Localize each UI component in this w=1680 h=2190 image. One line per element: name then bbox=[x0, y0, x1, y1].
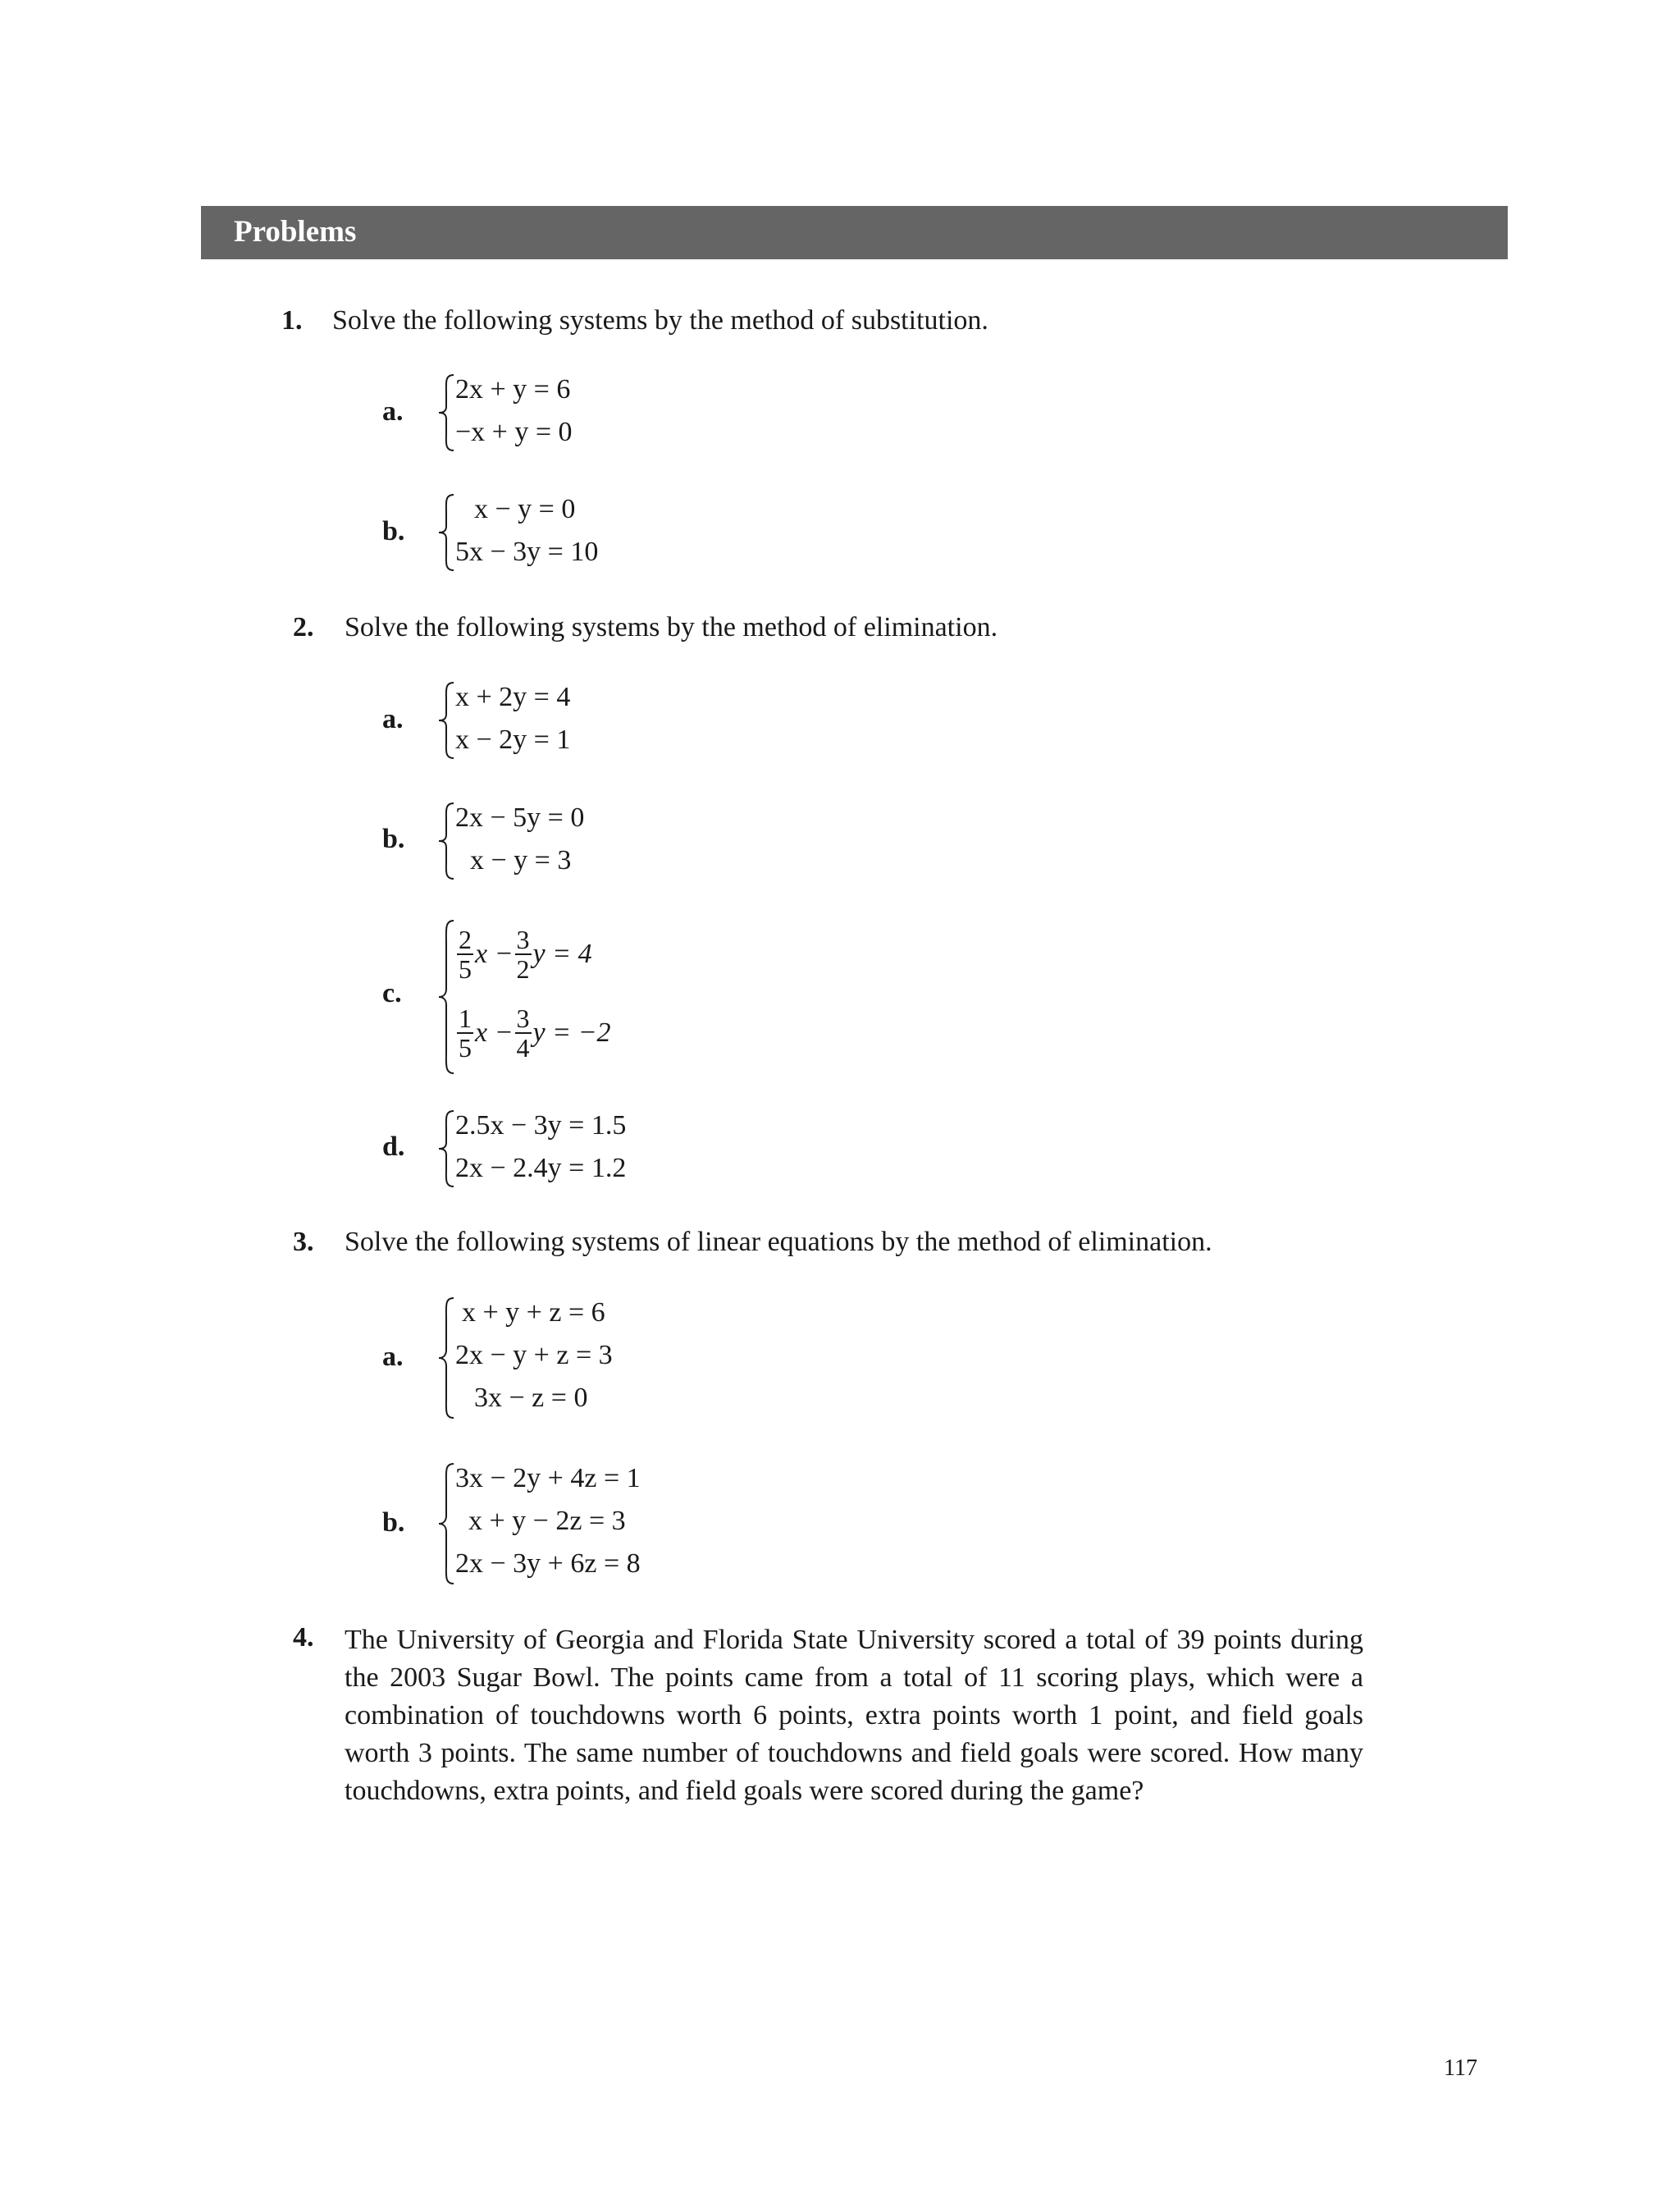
equation: −x + y = 0 bbox=[455, 417, 573, 447]
problem-number: 4. bbox=[293, 1622, 314, 1653]
equation: 2x − 3y + 6z = 8 bbox=[455, 1548, 641, 1579]
problem-number: 3. bbox=[293, 1227, 314, 1257]
left-brace-icon bbox=[437, 1296, 455, 1420]
left-brace-icon bbox=[437, 802, 455, 880]
problem-statement: Solve the following systems by the method of substitution. bbox=[332, 305, 988, 336]
equation: 2x − y + z = 3 bbox=[455, 1340, 613, 1370]
equation: x − 2y = 1 bbox=[455, 725, 571, 755]
part-label: c. bbox=[382, 978, 402, 1008]
left-brace-icon bbox=[437, 1462, 455, 1585]
equation: $\frac{2}{5}$ x − $\frac{3}{2}$ y = 4 bbox=[459, 925, 592, 984]
left-brace-icon bbox=[437, 681, 455, 760]
problem-statement: Solve the following systems by the method of elimination. bbox=[345, 612, 998, 642]
equation: x + 2y = 4 bbox=[455, 682, 571, 712]
fraction: $\frac{2}{5}$ bbox=[459, 925, 472, 984]
equation: x + y + z = 6 bbox=[462, 1297, 605, 1328]
page-number: 117 bbox=[1444, 2055, 1477, 2081]
part-label: b. bbox=[382, 1507, 405, 1538]
part-label: a. bbox=[382, 396, 404, 427]
equation: 2x − 5y = 0 bbox=[455, 802, 585, 833]
section-title: Problems bbox=[234, 215, 357, 249]
fraction: $\frac{3}{2}$ bbox=[516, 925, 530, 984]
problem-number: 1. bbox=[281, 305, 303, 336]
problem-statement: Solve the following systems of linear equations by the method of elimination. bbox=[345, 1227, 1212, 1257]
fraction: $\frac{1}{5}$ bbox=[459, 1004, 472, 1063]
equation: 3x − 2y + 4z = 1 bbox=[455, 1463, 641, 1493]
part-label: a. bbox=[382, 704, 404, 734]
left-brace-icon bbox=[437, 919, 455, 1075]
section-header-bar bbox=[201, 206, 1508, 259]
problem-number: 2. bbox=[293, 612, 314, 642]
left-brace-icon bbox=[437, 493, 455, 572]
equation: x − y = 0 bbox=[474, 494, 576, 524]
part-label: a. bbox=[382, 1342, 404, 1372]
equation: 2x + y = 6 bbox=[455, 374, 571, 405]
equation: 3x − z = 0 bbox=[474, 1383, 588, 1413]
equation: x − y = 3 bbox=[470, 845, 572, 876]
left-brace-icon bbox=[437, 1109, 455, 1188]
left-brace-icon bbox=[437, 373, 455, 452]
problem-statement: The University of Georgia and Florida State University scored a total of 39 points during the 2003 Sugar Bowl. The points came from a total of 11 scoring plays, which were a combination of touchdowns worth 6 points, extra points worth 1 point, and field goals worth 3 points. The same number of touchdowns and field goals were scored. How many touchdowns, extra points, and field goals were scored during the game? bbox=[345, 1625, 1363, 1806]
equation: 5x − 3y = 10 bbox=[455, 537, 599, 567]
equation: 2x − 2.4y = 1.2 bbox=[455, 1153, 627, 1183]
part-label: b. bbox=[382, 824, 405, 854]
equation: 2.5x − 3y = 1.5 bbox=[455, 1110, 627, 1141]
part-label: d. bbox=[382, 1132, 405, 1162]
part-label: b. bbox=[382, 516, 405, 546]
equation: $\frac{1}{5}$ x − $\frac{3}{4}$ y = −2 bbox=[459, 1004, 611, 1063]
equation: x + y − 2z = 3 bbox=[468, 1506, 626, 1536]
fraction: $\frac{3}{4}$ bbox=[516, 1004, 530, 1063]
